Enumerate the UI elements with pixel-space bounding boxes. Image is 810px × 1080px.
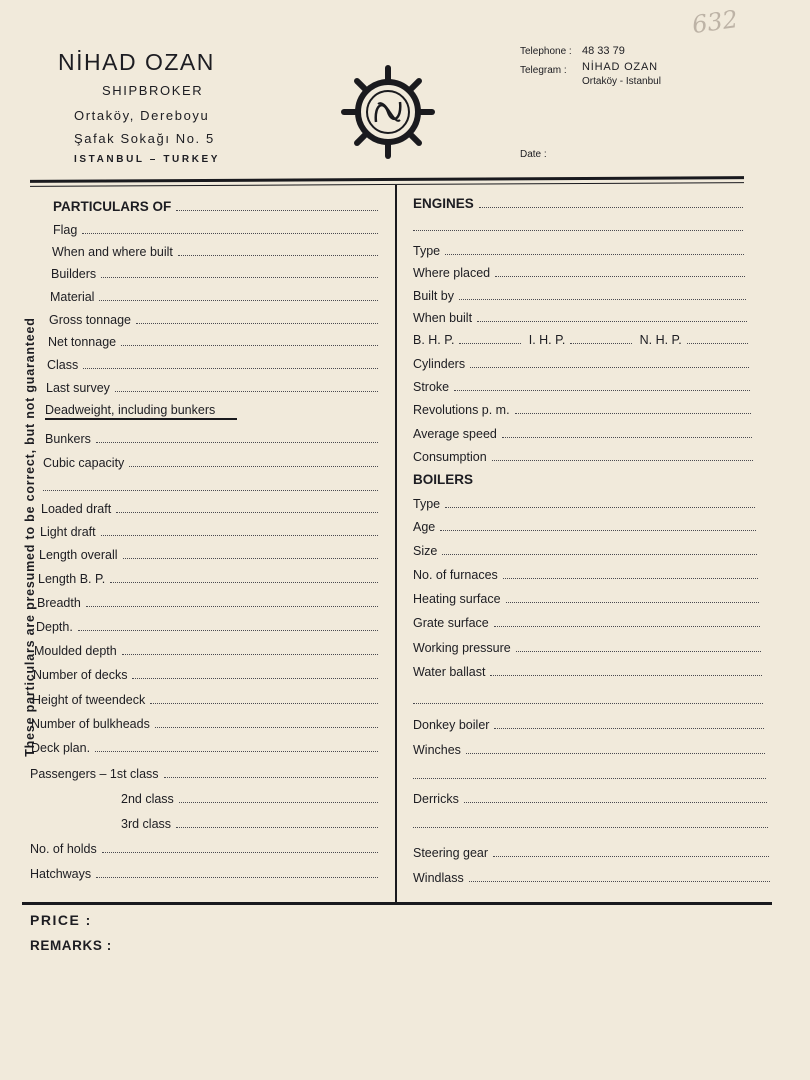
telephone-value: 48 33 79 (582, 45, 625, 57)
boiler-type-label: Type (413, 497, 441, 511)
water-ballast-row[interactable] (413, 661, 762, 679)
heating-surface-label: Heating surface (413, 592, 501, 606)
address-line-3: ISTANBUL – TURKEY (74, 154, 221, 165)
bulkheads-row[interactable] (31, 713, 378, 731)
cubic-capacity-extra-line[interactable] (43, 476, 378, 494)
derricks-row[interactable] (413, 788, 767, 806)
engine-type-label: Type (413, 244, 441, 258)
gross-tonnage-label: Gross tonnage (49, 313, 131, 327)
telegram-value: NİHAD OZAN (582, 61, 658, 73)
furnaces-label: No. of furnaces (413, 568, 498, 582)
boilers-row (413, 469, 753, 487)
ship-wheel-logo (340, 64, 436, 160)
engines-heading: ENGINES (413, 196, 474, 211)
age-label: Age (413, 520, 436, 534)
class-label: Class (47, 358, 79, 372)
passengers-3rd-label: 3rd class (121, 817, 172, 831)
tweendeck-label: Height of tweendeck (32, 693, 146, 707)
cylinders-label: Cylinders (413, 357, 466, 371)
handwritten-number: 632 (690, 4, 740, 40)
depth-row[interactable] (36, 616, 378, 634)
date-label: Date : (520, 149, 547, 160)
last-survey-label: Last survey (46, 381, 110, 395)
class-row[interactable] (47, 354, 378, 372)
length-overall-row[interactable] (39, 544, 378, 562)
when-where-built-row[interactable] (52, 241, 378, 259)
when-where-built-label: When and where built (52, 245, 173, 259)
grate-surface-label: Grate surface (413, 616, 489, 630)
builders-label: Builders (51, 267, 97, 281)
working-pressure-row[interactable] (413, 637, 761, 655)
length-bp-row[interactable] (38, 568, 378, 586)
hatchways-row[interactable] (30, 863, 378, 881)
gross-tonnage-row[interactable] (49, 309, 378, 327)
telegram-label: Telegram : (520, 65, 567, 76)
passengers-3rd-row[interactable] (121, 813, 378, 831)
steering-gear-row[interactable] (413, 842, 769, 860)
age-row[interactable] (413, 516, 756, 534)
flag-label: Flag (53, 223, 78, 237)
remarks-label: REMARKS : (30, 938, 112, 953)
stroke-row[interactable] (413, 376, 750, 394)
deadweight-underline (45, 418, 237, 420)
last-survey-row[interactable] (46, 377, 378, 395)
stroke-label: Stroke (413, 380, 450, 394)
builders-row[interactable] (51, 263, 378, 281)
consumption-label: Consumption (413, 450, 487, 464)
cubic-capacity-row[interactable] (43, 452, 378, 470)
cylinders-row[interactable] (413, 353, 749, 371)
length-overall-label: Length overall (39, 548, 118, 562)
winches-label: Winches (413, 743, 461, 757)
depth-label: Depth. (36, 620, 73, 634)
winches-extra-line[interactable] (413, 764, 766, 782)
passengers-2nd-row[interactable] (121, 788, 378, 806)
moulded-depth-row[interactable] (34, 640, 378, 658)
bunkers-row[interactable] (45, 428, 378, 446)
light-draft-row[interactable] (40, 521, 378, 539)
when-built-row[interactable] (413, 307, 747, 325)
price-label: PRICE : (30, 912, 92, 928)
deck-plan-label: Deck plan. (31, 741, 91, 755)
company-title: SHIPBROKER (102, 83, 204, 98)
nhp-label: N. H. P. (639, 333, 682, 347)
top-rule-thin (30, 182, 744, 187)
donkey-boiler-label: Donkey boiler (413, 718, 490, 732)
tweendeck-row[interactable] (32, 689, 378, 707)
loaded-draft-label: Loaded draft (41, 502, 112, 516)
steering-gear-label: Steering gear (413, 846, 489, 860)
revolutions-row[interactable] (413, 399, 751, 417)
number-of-decks-label: Number of decks (33, 668, 128, 682)
consumption-row[interactable] (413, 446, 753, 464)
built-by-label: Built by (413, 289, 454, 303)
ihp-label: I. H. P. (528, 333, 566, 347)
company-name: NİHAD OZAN (58, 49, 215, 75)
horsepower-row[interactable] (413, 329, 748, 347)
furnaces-row[interactable] (413, 564, 758, 582)
water-ballast-label: Water ballast (413, 665, 486, 679)
deadweight-row[interactable] (45, 399, 378, 417)
bhp-label: B. H. P. (413, 333, 455, 347)
when-built-label: When built (413, 311, 473, 325)
hatchways-label: Hatchways (30, 867, 92, 881)
where-placed-label: Where placed (413, 266, 491, 280)
size-label: Size (413, 544, 438, 558)
bulkheads-label: Number of bulkheads (31, 717, 150, 731)
grate-surface-row[interactable] (413, 612, 760, 630)
size-row[interactable] (413, 540, 757, 558)
average-speed-label: Average speed (413, 427, 497, 441)
particulars-of-row[interactable] (53, 196, 378, 214)
fill-line (176, 210, 378, 211)
deck-plan-row[interactable] (31, 737, 378, 755)
engines-extra-line[interactable] (413, 216, 743, 234)
holds-label: No. of holds (30, 842, 97, 856)
passengers-1st-label: Passengers – 1st class (30, 767, 159, 781)
derricks-label: Derricks (413, 792, 459, 806)
revolutions-label: Revolutions p. m. (413, 403, 510, 417)
where-placed-row[interactable] (413, 262, 745, 280)
working-pressure-label: Working pressure (413, 641, 511, 655)
bottom-rule (22, 902, 772, 905)
passengers-1st-row[interactable] (30, 763, 378, 781)
water-ballast-extra-line[interactable] (413, 689, 763, 707)
breadth-label: Breadth (37, 596, 81, 610)
material-label: Material (50, 290, 95, 304)
bunkers-label: Bunkers (45, 432, 91, 446)
windlass-label: Windlass (413, 871, 464, 885)
column-divider (395, 185, 397, 903)
winches-row[interactable] (413, 739, 765, 757)
boiler-type-row[interactable] (413, 493, 755, 511)
built-by-row[interactable] (413, 285, 746, 303)
address-line-2: Şafak Sokağı No. 5 (74, 131, 215, 146)
net-tonnage-label: Net tonnage (48, 335, 117, 349)
windlass-row[interactable] (413, 867, 770, 885)
light-draft-label: Light draft (40, 525, 96, 539)
holds-row[interactable] (30, 838, 378, 856)
telephone-label: Telephone : (520, 46, 572, 57)
length-bp-label: Length B. P. (38, 572, 106, 586)
particulars-heading: PARTICULARS OF (53, 199, 172, 214)
derricks-extra-line[interactable] (413, 813, 768, 831)
moulded-depth-label: Moulded depth (34, 644, 117, 658)
flag-row[interactable] (53, 219, 378, 237)
telegram-city: Ortaköy - Istanbul (582, 76, 661, 87)
loaded-draft-row[interactable] (41, 498, 378, 516)
passengers-2nd-label: 2nd class (121, 792, 174, 806)
engine-type-row[interactable] (413, 240, 744, 258)
number-of-decks-row[interactable] (33, 664, 378, 682)
material-row[interactable] (50, 286, 378, 304)
net-tonnage-row[interactable] (48, 331, 378, 349)
cubic-capacity-label: Cubic capacity (43, 456, 125, 470)
donkey-boiler-row[interactable] (413, 714, 764, 732)
average-speed-row[interactable] (413, 423, 752, 441)
breadth-row[interactable] (37, 592, 378, 610)
side-disclaimer: These particulars are presumed to be correct, but not guaranteed (23, 317, 37, 757)
engines-row[interactable] (413, 193, 743, 211)
boilers-heading: BOILERS (413, 472, 474, 487)
heating-surface-row[interactable] (413, 588, 759, 606)
address-line-1: Ortaköy, Dereboyu (74, 108, 210, 123)
deadweight-label: Deadweight, including bunkers (45, 403, 216, 417)
